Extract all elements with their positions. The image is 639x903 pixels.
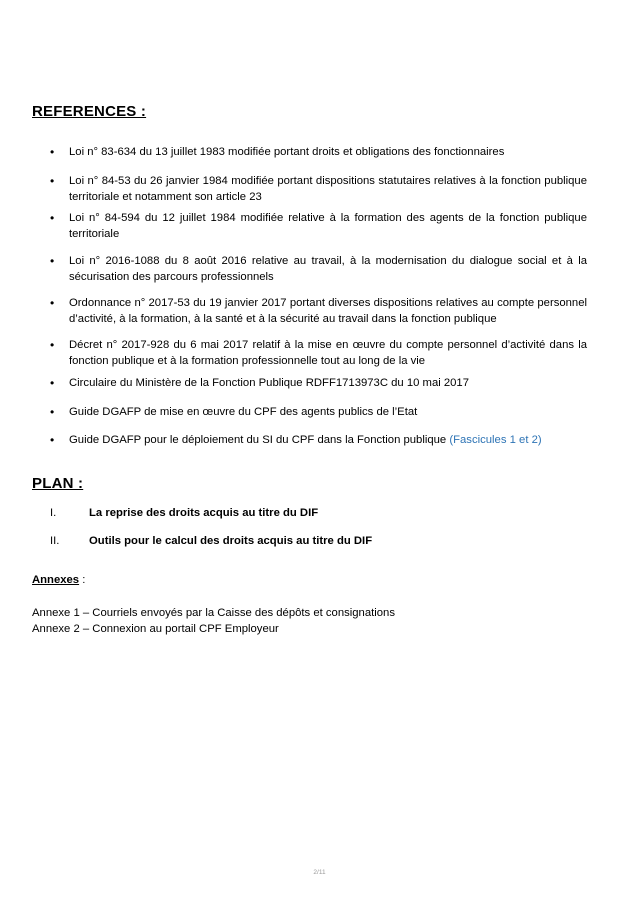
annex-item: Annexe 2 – Connexion au portail CPF Employeur xyxy=(32,623,279,635)
plan-item-label: Outils pour le calcul des droits acquis au titre du DIF xyxy=(89,535,373,547)
bullet-icon: • xyxy=(50,405,55,419)
bullet-icon: • xyxy=(50,145,55,159)
reference-text: Loi n° 84-594 du 12 juillet 1984 modifiée relative à la formation des agents de la fonction publique territoriale xyxy=(69,212,587,240)
plan-item-label: La reprise des droits acquis au titre du DIF xyxy=(89,507,319,519)
annex-item: Annexe 1 – Courriels envoyés par la Caisse des dépôts et consignations xyxy=(32,607,395,619)
reference-text: Guide DGAFP de mise en œuvre du CPF des agents publics de l’Etat xyxy=(69,406,418,418)
bullet-icon: • xyxy=(50,338,55,352)
plan-heading: PLAN : xyxy=(32,475,84,492)
reference-text: Décret n° 2017-928 du 6 mai 2017 relatif à la mise en œuvre du compte personnel d’activité dans la fonction publique et à la formation professionnelle tout au long de la vie xyxy=(69,339,587,367)
bullet-icon: • xyxy=(50,174,55,188)
page-number: 2/11 xyxy=(313,869,326,876)
annexes-heading-label: Annexes xyxy=(32,574,80,586)
reference-text: Loi n° 83-634 du 13 juillet 1983 modifiée portant droits et obligations des fonctionnaires xyxy=(69,146,505,158)
plan-item-number: II. xyxy=(50,535,60,547)
bullet-icon: • xyxy=(50,254,55,268)
references-heading: REFERENCES : xyxy=(32,103,147,120)
reference-text: Loi n° 84-53 du 26 janvier 1984 modifiée portant dispositions statutaires relatives à la fonction publique territoriale et notamment son article 23 xyxy=(69,175,587,203)
bullet-icon: • xyxy=(50,296,55,310)
bullet-icon: • xyxy=(50,211,55,225)
annexes-heading-suffix: : xyxy=(79,574,86,586)
reference-text: Circulaire du Ministère de la Fonction Publique RDFF1713973C du 10 mai 2017 xyxy=(69,377,470,389)
reference-text-main: Guide DGAFP pour le déploiement du SI du CPF dans la Fonction publique xyxy=(69,434,447,446)
reference-text xyxy=(69,432,587,448)
reference-text: Ordonnance n° 2017-53 du 19 janvier 2017 portant diverses dispositions relatives au compte personnel d’activité, à la formation, à la santé et à la sécurité au travail dans la fonction publique xyxy=(69,297,587,325)
plan-item-number: I. xyxy=(50,507,57,519)
annexes-heading xyxy=(32,572,85,588)
reference-text: Loi n° 2016-1088 du 8 août 2016 relative au travail, à la modernisation du dialogue social et à la sécurisation des parcours professionnels xyxy=(69,255,587,283)
fascicules-link[interactable]: (Fascicules 1 et 2) xyxy=(449,434,542,446)
bullet-icon: • xyxy=(50,376,55,390)
bullet-icon: • xyxy=(50,433,55,447)
